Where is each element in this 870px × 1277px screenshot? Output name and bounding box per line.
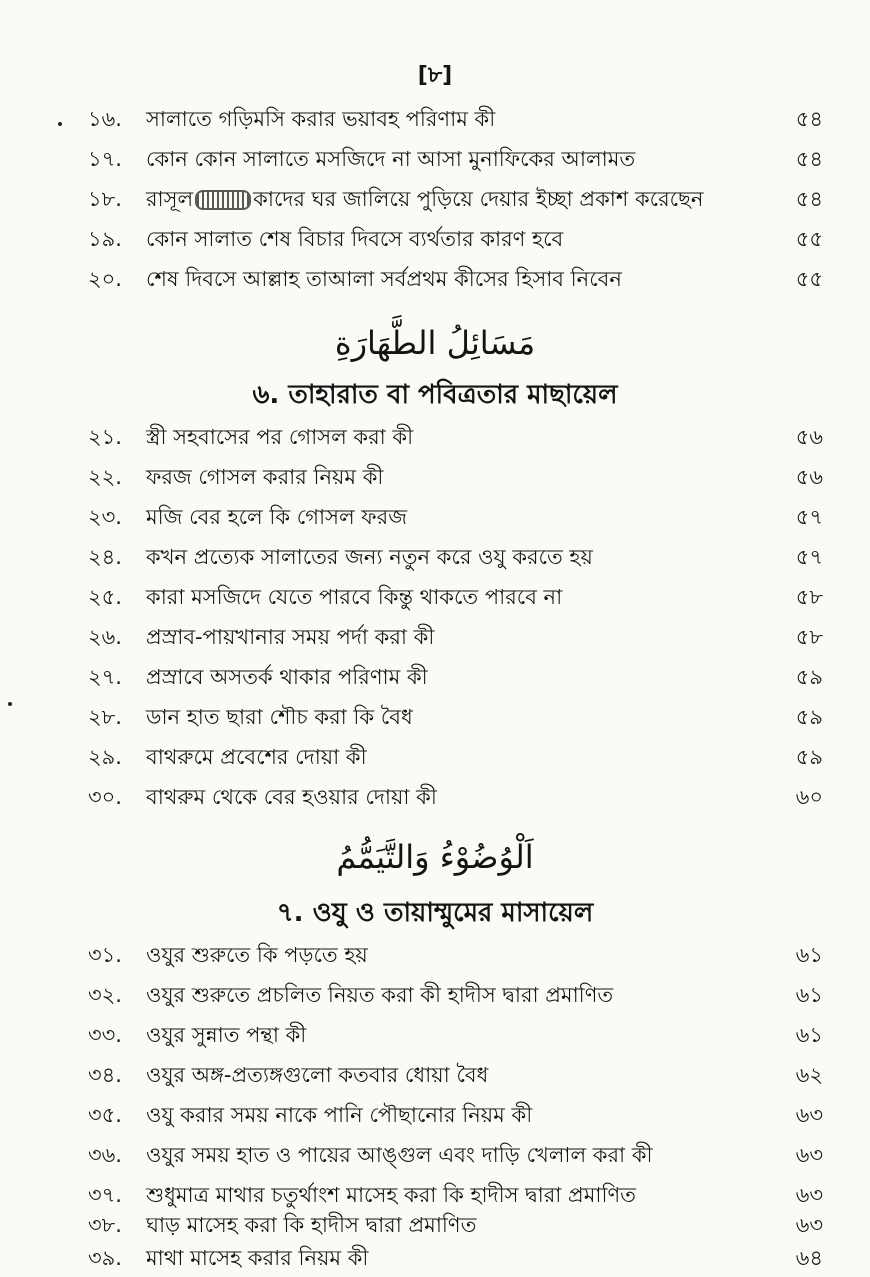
toc-entry (88, 540, 823, 574)
entry-number: ১৬. (88, 107, 122, 131)
entry-number: ১৭. (88, 147, 122, 171)
toc-entry (88, 500, 823, 534)
toc-entry (88, 1241, 823, 1275)
entry-number: ৩৫. (88, 1103, 122, 1127)
toc-entry (88, 182, 823, 216)
entry-number: ২৪. (88, 545, 122, 569)
arabic-chapter-title: اَلْوُضُوْءُ وَالتَّيَمُّمُ (336, 838, 534, 876)
toc-entry (88, 1018, 823, 1052)
entry-title: মজি বের হলে কি গোসল ফরজ (146, 505, 407, 529)
entry-page: ৫৪ (795, 107, 823, 131)
entry-page: ৫৯ (795, 745, 823, 769)
entry-page: ৫৯ (795, 705, 823, 729)
entry-number: ৩৬. (88, 1143, 122, 1167)
toc-entry (88, 1098, 823, 1132)
entry-page: ৬৩ (795, 1183, 823, 1207)
entry-title: ওযু করার সময় নাকে পানি পৌছানোর নিয়ম কী (146, 1103, 533, 1127)
entry-title (146, 182, 703, 216)
entry-number: ৩০. (88, 785, 122, 809)
toc-entry (88, 740, 823, 774)
entry-title: কখন প্রত্যেক সালাতের জন্য নতুন করে ওযু করতে হয় (146, 545, 593, 569)
entry-number: ৩৪. (88, 1063, 122, 1087)
entry-number: ১৮. (88, 187, 122, 211)
entry-number: ২২. (88, 465, 122, 489)
entry-page: ৫৬ (795, 465, 823, 489)
entry-page: ৫৭ (795, 505, 823, 529)
entry-number: ১৯. (88, 227, 122, 251)
toc-entry (88, 222, 823, 256)
toc-entry (88, 1178, 823, 1212)
entry-number: ২৬. (88, 625, 122, 649)
entry-page: ৫৬ (795, 425, 823, 449)
entry-page: ৫৯ (795, 665, 823, 689)
toc-entry (88, 938, 823, 972)
chapter-heading: ৭. ওযু ও তায়াম্মুমের মাসায়েল (276, 898, 594, 928)
entry-page: ৫৪ (795, 147, 823, 171)
entry-title-part: কাদের ঘর জালিয়ে পুড়িয়ে দেয়ার ইচ্ছা প্রকাশ করেছেন (253, 187, 704, 211)
print-speck (8, 702, 12, 706)
toc-entry (88, 978, 823, 1012)
toc-entry (88, 102, 823, 136)
toc-entry (88, 1058, 823, 1092)
entry-title: প্রস্রাব-পায়খানার সময় পর্দা করা কী (146, 625, 435, 649)
entry-number: ২৮. (88, 705, 122, 729)
entry-page: ৬০ (795, 785, 823, 809)
entry-title: ওযুর শুরুতে কি পড়তে হয় (146, 943, 368, 967)
entry-page: ৬১ (795, 983, 823, 1007)
toc-entry (88, 1138, 823, 1172)
entry-title: ওযুর সুন্নাত পন্থা কী (146, 1023, 307, 1047)
entry-page: ৬২ (795, 1063, 823, 1087)
entry-page: ৫৪ (795, 187, 823, 211)
entry-title: কোন সালাত শেষ বিচার দিবসে ব্যর্থতার কারণ হবে (146, 227, 564, 251)
entry-title: ঘাড় মাসেহ করা কি হাদীস দ্বারা প্রমাণিত (146, 1213, 477, 1237)
entry-title: স্ত্রী সহবাসের পর গোসল করা কী (146, 425, 414, 449)
entry-number: ২১. (88, 425, 122, 449)
entry-page: ৬৪ (795, 1246, 823, 1270)
entry-number: ৩৯. (88, 1246, 122, 1270)
entry-page: ৬১ (795, 943, 823, 967)
toc-entry (88, 700, 823, 734)
entry-page: ৬১ (795, 1023, 823, 1047)
salutation-seal-icon (195, 190, 251, 210)
entry-number: ৩২. (88, 983, 122, 1007)
entry-title: সালাতে গড়িমসি করার ভয়াবহ পরিণাম কী (146, 107, 496, 131)
entry-title: ওযুর শুরুতে প্রচলিত নিয়ত করা কী হাদীস দ্বারা প্রমাণিত (146, 983, 614, 1007)
entry-number: ৩১. (88, 943, 122, 967)
entry-number: ২৯. (88, 745, 122, 769)
entry-title: ডান হাত ছারা শৌচ করা কি বৈধ (146, 705, 413, 729)
toc-entry (88, 1208, 823, 1242)
entry-page: ৬৩ (795, 1103, 823, 1127)
entry-title: বাথরুমে প্রবেশের দোয়া কী (146, 745, 367, 769)
entry-number: ৩৮. (88, 1213, 122, 1237)
entry-title-part: রাসূল (146, 187, 194, 211)
entry-title: কারা মসজিদে যেতে পারবে কিন্তু থাকতে পারবে না (146, 585, 563, 609)
toc-entry (88, 262, 823, 296)
print-speck (58, 122, 62, 126)
entry-title: শুধুমাত্র মাথার চতুর্থাংশ মাসেহ করা কি হাদীস দ্বারা প্রমাণিত (146, 1183, 636, 1207)
entry-page: ৫৮ (795, 585, 823, 609)
toc-entry (88, 580, 823, 614)
arabic-chapter-title: مَسَائِلُ الطَّهَارَةِ (334, 324, 536, 362)
entry-page: ৫৭ (795, 545, 823, 569)
entry-page: ৬৩ (795, 1143, 823, 1167)
entry-page: ৫৫ (795, 227, 823, 251)
entry-number: ২৫. (88, 585, 122, 609)
entry-number: ৩৭. (88, 1183, 122, 1207)
entry-title: ফরজ গোসল করার নিয়ম কী (146, 465, 384, 489)
entry-page: ৫৮ (795, 625, 823, 649)
entry-title: বাথরুম থেকে বের হওয়ার দোয়া কী (146, 785, 437, 809)
entry-number: ২৭. (88, 665, 122, 689)
toc-entry (88, 460, 823, 494)
entry-title: প্রস্রাবে অসতর্ক থাকার পরিণাম কী (146, 665, 428, 689)
chapter-heading: ৬. তাহারাত বা পবিত্রতার মাছায়েল (252, 380, 618, 410)
entry-title: মাথা মাসেহ করার নিয়ম কী (146, 1246, 369, 1270)
entry-title: ওযুর সময় হাত ও পায়ের আঙ্গুল এবং দাড়ি খেলাল করা কী (146, 1143, 653, 1167)
entry-number: ২০. (88, 267, 122, 291)
entry-title: ওযুর অঙ্গ-প্রত্যঙ্গগুলো কতবার ধোয়া বৈধ (146, 1063, 489, 1087)
page-number: [৮] (417, 63, 453, 88)
toc-entry (88, 660, 823, 694)
toc-entry (88, 420, 823, 454)
toc-entry (88, 620, 823, 654)
entry-title: শেষ দিবসে আল্লাহ তাআলা সর্বপ্রথম কীসের হিসাব নিবেন (146, 267, 622, 291)
entry-page: ৫৫ (795, 267, 823, 291)
entry-title: কোন কোন সালাতে মসজিদে না আসা মুনাফিকের আলামত (146, 147, 636, 171)
entry-number: ২৩. (88, 505, 122, 529)
entry-number: ৩৩. (88, 1023, 122, 1047)
toc-entry (88, 142, 823, 176)
toc-entry (88, 780, 823, 814)
entry-page: ৬৩ (795, 1213, 823, 1237)
